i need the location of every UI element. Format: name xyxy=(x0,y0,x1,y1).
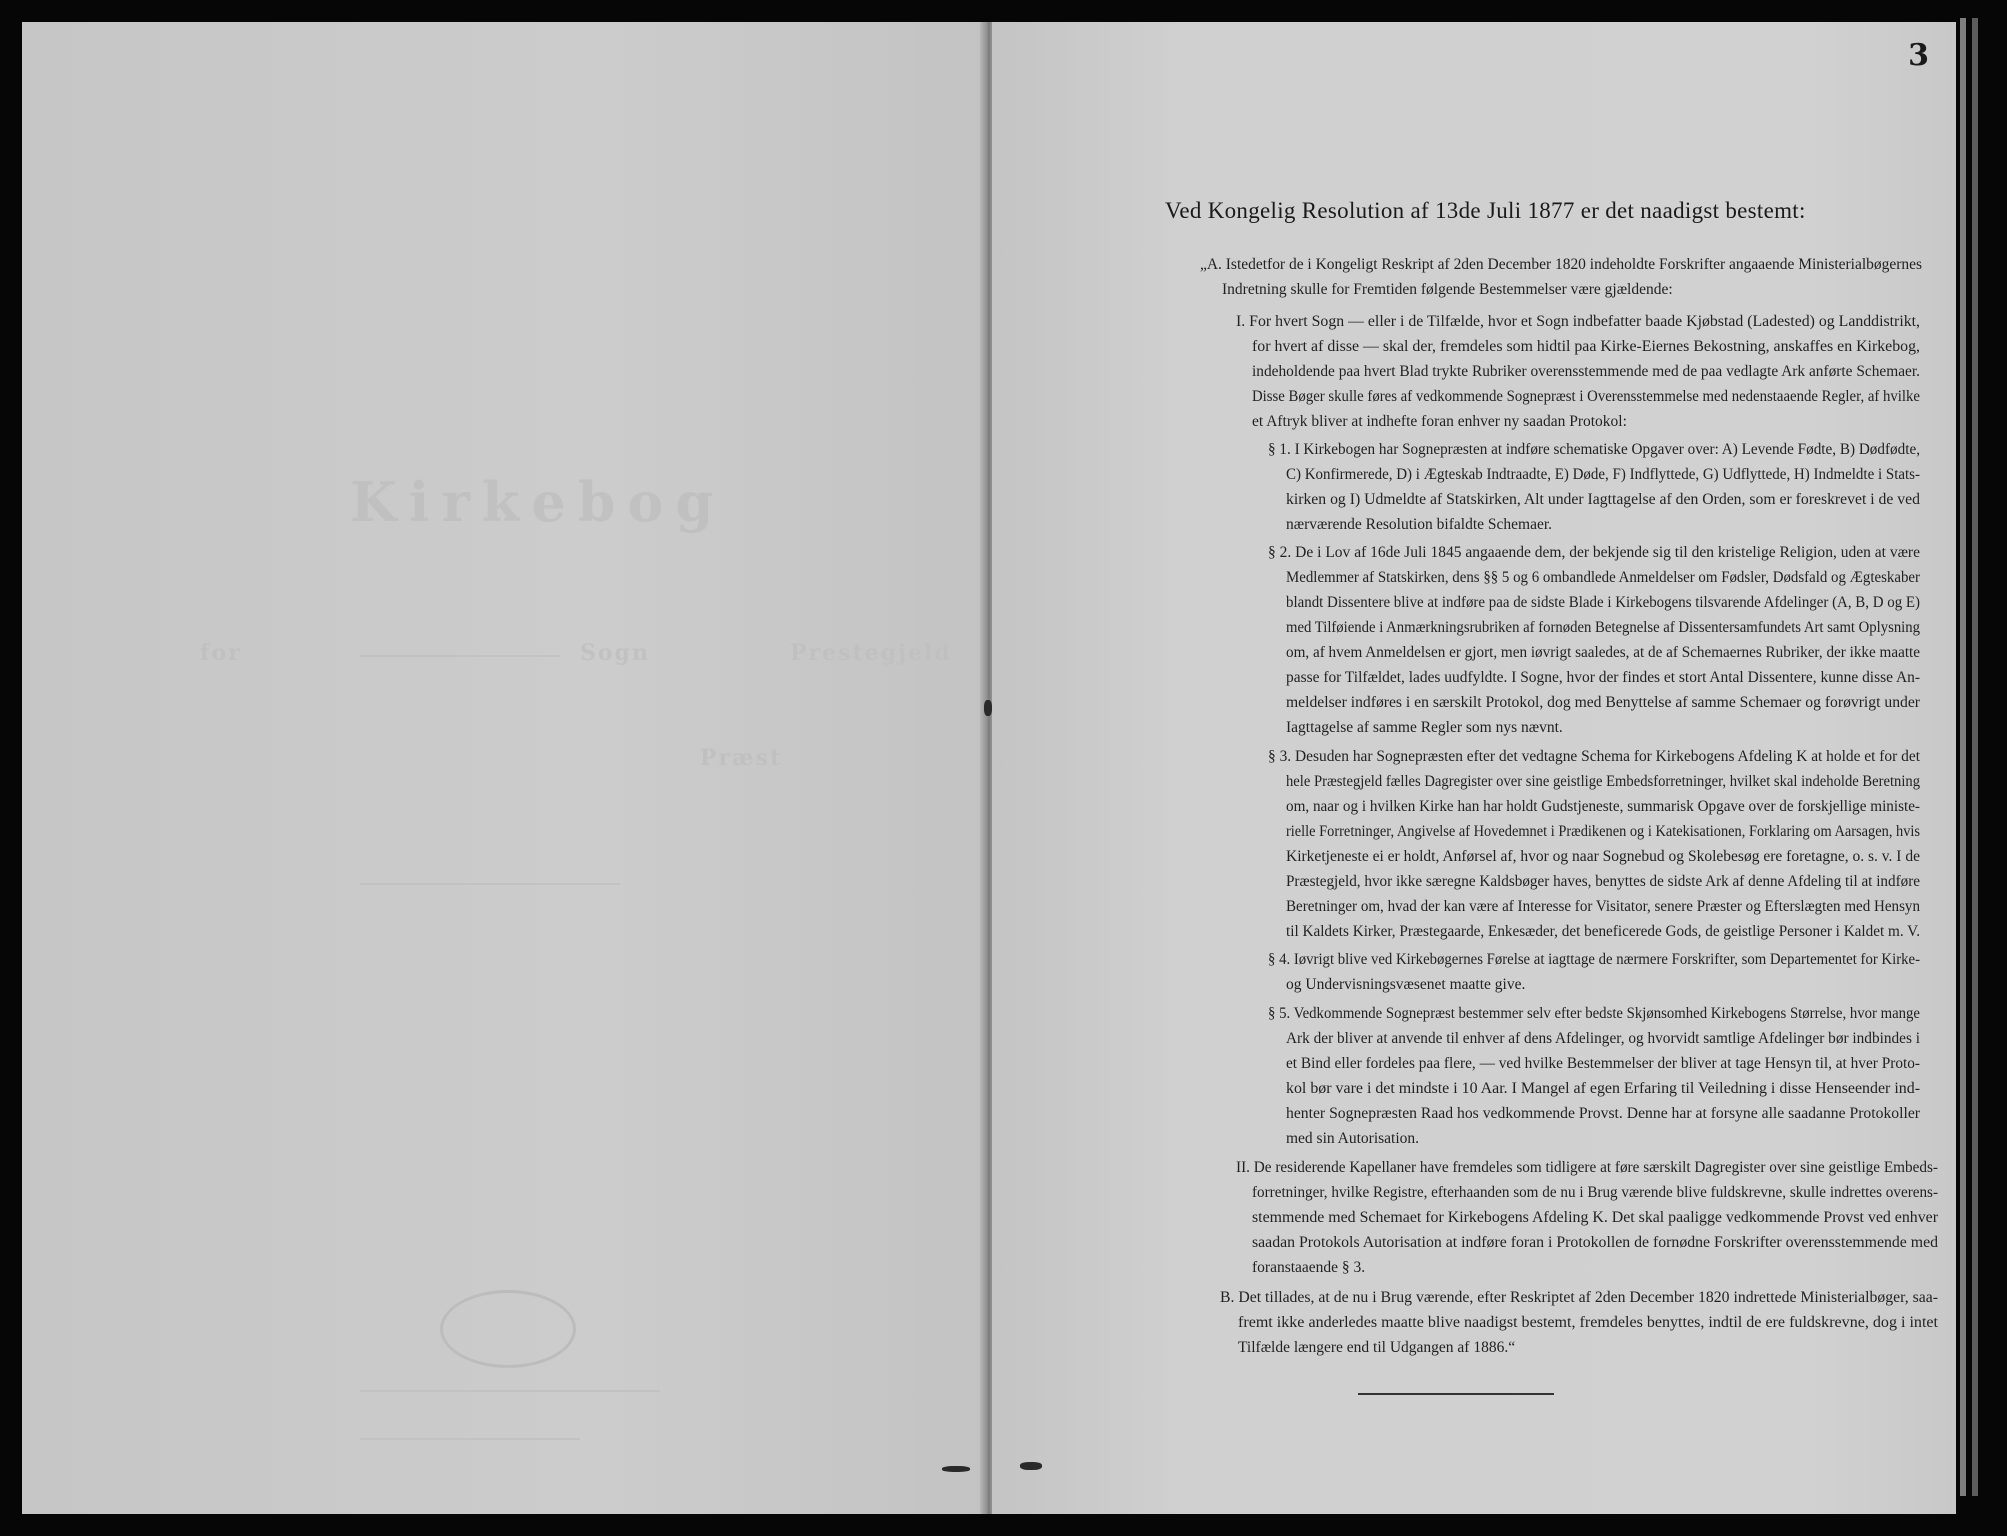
text-line: et Aftryk bliver at indhefte foran enhver ny saadan Protokol: xyxy=(1252,413,1627,430)
text-line: § 1. I Kirkebogen har Sognepræsten at indføre schematiske Opgaver over: A) Levende Fødte, B) Dødfødte, xyxy=(1268,441,1920,458)
text-line: indeholdende paa hvert Blad trykte Rubriker overensstemmende med de paa vedlagte Ark anførte Schemaer. xyxy=(1252,363,1920,380)
text-line: passe for Tilfældet, lades uudfyldte. I Sogne, hvor der findes et stort Antal Dissentere, kunne disse An- xyxy=(1286,669,1920,686)
text-line: Medlemmer af Statskirken, dens §§ 5 og 6 ombandlede Anmeldelser om Fødsler, Dødsfald og Ægteskaber xyxy=(1286,569,1920,586)
ink-smudge xyxy=(942,1466,970,1472)
page-heading: Ved Kongelig Resolution af 13de Juli 1877 er det naadigst bestemt: xyxy=(1165,198,1806,223)
text-line: med sin Autorisation. xyxy=(1286,1130,1420,1147)
text-line: forretninger, hvilke Registre, efterhaanden som de nu i Brug værende blive fuldskrevne, skulle indrettes overens- xyxy=(1252,1184,1938,1201)
faint-rule xyxy=(360,1438,580,1440)
text-line: fremt ikke anderledes maatte blive naadigst bestemt, fremdeles benyttes, indtil de ere fuldskrevne, dog i intet xyxy=(1238,1314,1938,1331)
text-line: C) Konfirmerede, D) i Ægteskab Indtraadte, E) Døde, F) Indflyttede, G) Udflyttede, H) Indmeldte i Stats- xyxy=(1286,466,1920,483)
closing-rule xyxy=(1358,1393,1554,1395)
text-line: et Bind eller fordeles paa flere, — ved hvilke Bestemmelser der bliver at tage Hensyn til, at hver Proto- xyxy=(1286,1055,1920,1072)
text-line: Beretninger om, hvad der kan være af Interesse for Visitator, senere Præster og Efterslægten med Hensyn xyxy=(1286,898,1920,915)
text-line: meldelser indføres i en særskilt Protokol, dog med Benyttelse af samme Schemaer og forøvrigt under xyxy=(1286,694,1920,711)
text-line: „A. Istedetfor de i Kongeligt Reskript af 2den December 1820 indeholdte Forskrifter angaaende Ministerialbøgernes xyxy=(1200,256,1922,273)
text-line: blandt Dissentere blive at indføre paa de sidste Blade i Kirkebogens tilsvarende Afdelinger (A, B, D og E) xyxy=(1286,594,1920,611)
text-line: B. Det tillades, at de nu i Brug værende, efter Reskriptet af 2den December 1820 indrettede Ministerialbøger, saa- xyxy=(1220,1289,1938,1306)
text-line: stemmende med Schemaet for Kirkebogens Afdeling K. Det skal paaligge vedkommende Provst ved enhver xyxy=(1252,1209,1938,1226)
text-line: Indretning skulle for Fremtiden følgende Bestemmelser være gjældende: xyxy=(1222,281,1673,298)
ink-smudge xyxy=(984,700,992,716)
text-line: foranstaaende § 3. xyxy=(1252,1259,1366,1276)
faint-rule xyxy=(360,655,560,657)
text-line: med Tilføiende i Anmærkningsrubriken af fornøden Betegnelse af Dissentersamfundets Art samt Oplysning xyxy=(1286,619,1920,636)
page-edge-strip xyxy=(1960,18,1966,1496)
text-line: og Undervisningsvæsenet maatte give. xyxy=(1286,976,1526,993)
text-line: Kirketjeneste ei er holdt, Anførsel af, hvor og naar Sognebud og Skolebesøg ere foretagne, o. s. v. I de xyxy=(1286,848,1920,865)
text-line: § 4. Iøvrigt blive ved Kirkebøgernes Førelse at iagttage de nærmere Forskrifter, som Departementet for Kirke- xyxy=(1268,951,1920,968)
text-line: Disse Bøger skulle føres af vedkommende Sognepræst i Overensstemmelse med nedenstaaende Regler, af hvilke xyxy=(1252,388,1920,405)
text-line: § 3. Desuden har Sognepræsten efter det vedtagne Schema for Kirkebogens Afdeling K at holde et for det xyxy=(1268,748,1920,765)
text-line: Tilfælde længere end til Udgangen af 1886.“ xyxy=(1238,1339,1516,1356)
text-line: § 5. Vedkommende Sognepræst bestemmer selv efter bedste Skjønsomhed Kirkebogens Størrelse, hvor mange xyxy=(1268,1005,1920,1022)
page-edge-strip xyxy=(1972,18,1978,1496)
text-line: nærværende Resolution bifaldte Schemaer. xyxy=(1286,516,1553,533)
text-line: henter Sognepræsten Raad hos vedkommende Provst. Denne har at forsyne alle saadanne Protokoller xyxy=(1286,1105,1920,1122)
text-line: for hvert af disse — skal der, fremdeles som hidtil paa Kirke-Eiernes Bekostning, anskaffes en Kirkebog, xyxy=(1252,338,1920,355)
page-number: 3 xyxy=(1908,38,1929,73)
text-line: II. De residerende Kapellaner have fremdeles som tidligere at føre særskilt Dagregister over sine geistlige Embeds- xyxy=(1236,1159,1938,1176)
faint-rule xyxy=(360,1390,660,1392)
faint-rule xyxy=(360,883,620,885)
faint-text: for xyxy=(200,640,242,666)
text-line: om, naar og i hvilken Kirke han har holdt Gudstjeneste, summarisk Opgave over de forskjellige ministe- xyxy=(1286,798,1920,815)
text-line: hele Præstegjeld fælles Dagregister over sine geistlige Embedsforretninger, hvilket skal indeholde Beretning xyxy=(1286,773,1920,790)
text-line: om, af hvem Anmeldelsen er gjort, men iøvrigt saaledes, at de af Schemaernes Rubriker, der ikke maatte xyxy=(1286,644,1920,661)
text-line: kol bør vare i det mindste i 10 Aar. I Mangel af egen Erfaring til Veiledning i disse Henseender ind- xyxy=(1286,1080,1920,1097)
text-line: til Kaldets Kirker, Præstegaarde, Enkesæder, det beneficerede Gods, de geistlige Personer i Kaldet m. V. xyxy=(1286,923,1920,940)
text-line: I. For hvert Sogn — eller i de Tilfælde, hvor et Sogn indbefatter baade Kjøbstad (Ladested) og Landdistrikt, xyxy=(1236,313,1920,330)
text-line: rielle Forretninger, Angivelse af Hovedemnet i Prædikenen og i Katekisationen, Forklaring om Aarsagen, hvis xyxy=(1286,823,1920,840)
ink-smudge xyxy=(1020,1462,1042,1470)
text-line: Ark der bliver at anvende til enhver af dens Afdelinger, og hvorvidt samtlige Afdelinger bør indbindes i xyxy=(1286,1030,1920,1047)
text-line: Præstegjeld, hvor ikke særegne Kaldsbøger haves, benyttes de sidste Ark af denne Afdeling til at indføre xyxy=(1286,873,1920,890)
faint-stamp xyxy=(440,1290,576,1368)
faint-title: Kirkebog xyxy=(350,470,726,534)
text-line: kirken og I) Udmeldte af Statskirken, Alt under Iagttagelse af den Orden, som er foreskrevet i de ved xyxy=(1286,491,1920,508)
text-line: Iagttagelse af samme Regler som nys nævnt. xyxy=(1286,719,1563,736)
faint-text: Sogn xyxy=(580,640,650,666)
text-line: § 2. De i Lov af 16de Juli 1845 angaaende dem, der bekjende sig til den kristelige Religion, uden at være xyxy=(1268,544,1920,561)
text-line: saadan Protokols Autorisation at indføre foran i Protokollen de fornødne Forskrifter overensstemmende med xyxy=(1252,1234,1938,1251)
faint-text: Prestegjeld xyxy=(790,640,952,666)
faint-text: Præst xyxy=(700,745,783,771)
